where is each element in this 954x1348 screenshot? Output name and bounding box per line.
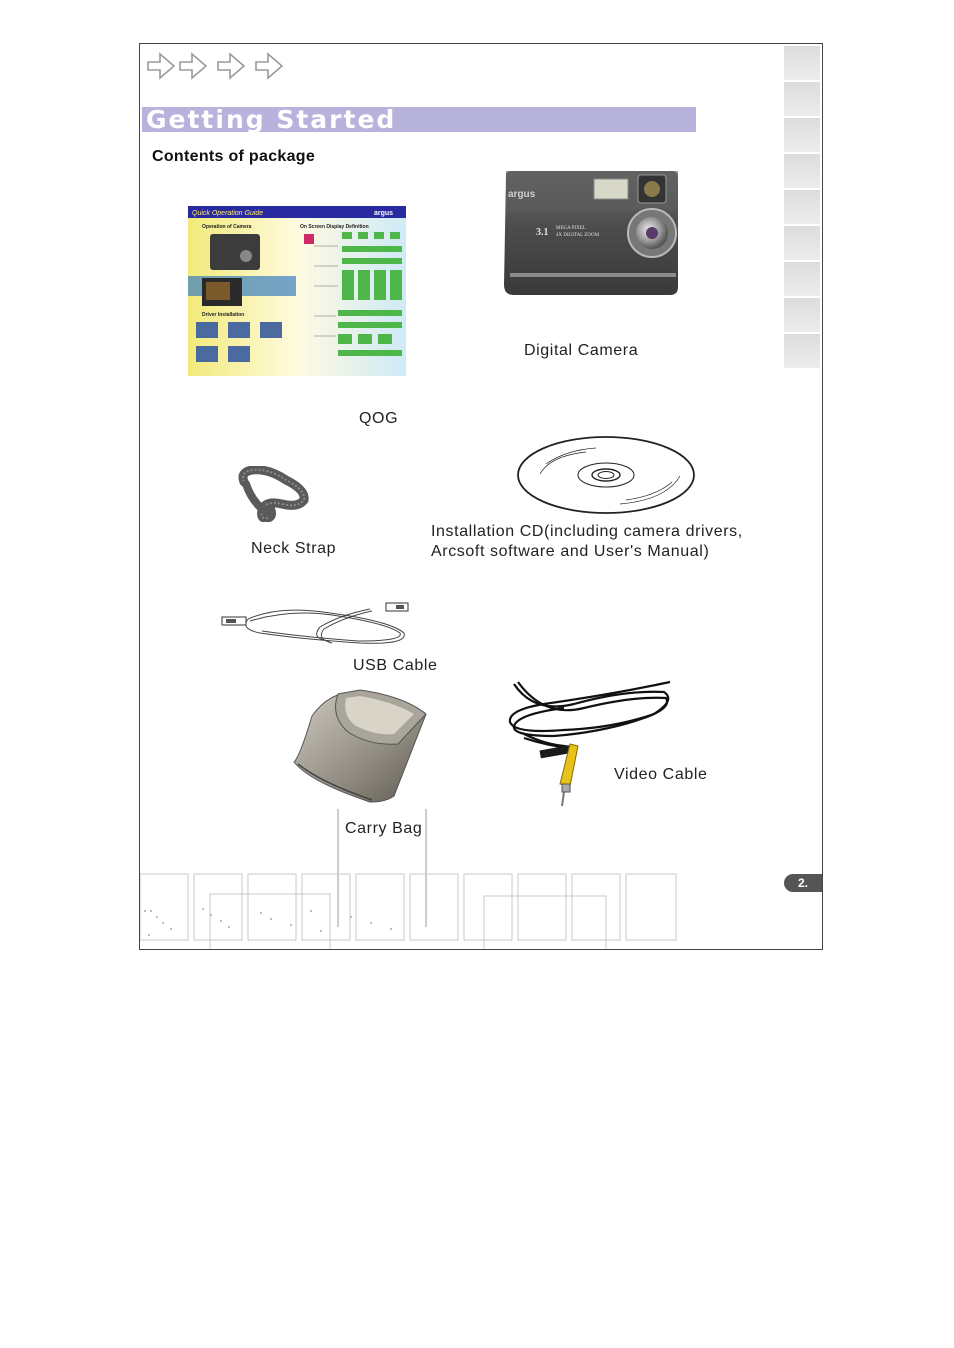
video-cable-label: Video Cable xyxy=(614,766,708,783)
carry-bag-image xyxy=(290,686,432,804)
qog-col2: On Screen Display Definition xyxy=(300,224,369,230)
carry-bag-label: Carry Bag xyxy=(345,820,423,837)
footer-grid-decoration xyxy=(140,872,680,950)
page-title: Getting Started xyxy=(146,105,397,134)
qog-card-image xyxy=(188,206,406,376)
page-number-badge: 2. xyxy=(784,874,822,892)
arrow-decoration-icon xyxy=(144,48,294,88)
qog-col1: Operation of Camera xyxy=(202,224,252,230)
usb-cable-label: USB Cable xyxy=(353,657,438,674)
installation-cd-image xyxy=(516,434,696,516)
digital-camera-label: Digital Camera xyxy=(524,342,639,359)
neck-strap-image xyxy=(238,466,310,522)
qog-brand: argus xyxy=(374,210,394,217)
installation-cd-label-2: Arcsoft software and User's Manual) xyxy=(431,543,710,560)
camera-brand: argus xyxy=(508,189,536,200)
qog-col3: Driver Installation xyxy=(202,312,245,318)
contents-heading: Contents of package xyxy=(152,148,316,165)
section-title-bar xyxy=(142,107,696,132)
qog-header: Quick Operation Guide xyxy=(192,210,264,217)
manual-page xyxy=(139,43,823,950)
neck-strap-label: Neck Strap xyxy=(251,540,337,557)
usb-cable-image xyxy=(220,599,412,649)
installation-cd-label-1: Installation CD(including camera drivers, xyxy=(431,523,743,540)
video-cable-image xyxy=(504,674,676,822)
camera-spec-2: 4X DIGITAL ZOOM xyxy=(556,233,600,238)
digital-camera-image xyxy=(500,169,684,301)
camera-megapixel: 3.1 xyxy=(536,227,549,238)
side-tab-strip xyxy=(784,46,820,370)
camera-spec-1: MEGA PIXEL xyxy=(556,226,586,231)
qog-label: QOG xyxy=(359,410,399,427)
